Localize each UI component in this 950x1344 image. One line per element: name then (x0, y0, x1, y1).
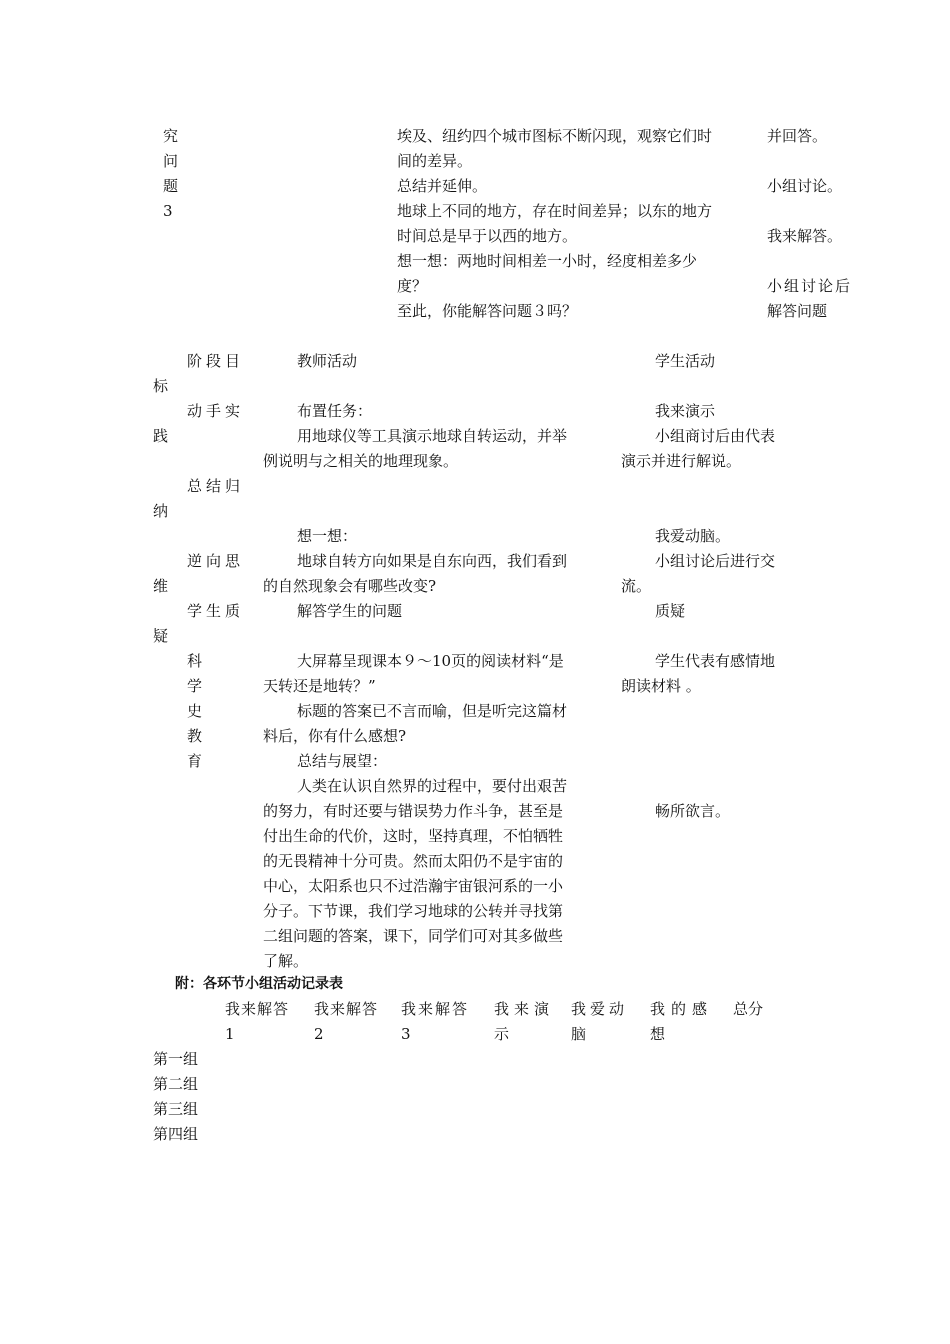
student-line: 我爱动脑。 (655, 527, 731, 545)
column-header: 我来演 (494, 1000, 555, 1018)
teacher-line: 付出生命的代价，这时，坚持真理，不怕牺牲 (263, 827, 564, 845)
teacher-line: 标题的答案已不言而喻，但是听完这篇材 (297, 702, 568, 720)
column-header-cont: 3 (401, 1025, 411, 1043)
student-line: 我来演示 (655, 402, 716, 420)
teacher-line: 布置任务： (297, 402, 373, 420)
stage-char: 教 (187, 727, 203, 745)
teacher-line: 度？ (397, 277, 428, 295)
group-label: 第一组 (153, 1050, 199, 1068)
stage-char: 题 (163, 177, 179, 195)
stage-label-cont: 维 (153, 577, 169, 595)
stage-char: 3 (163, 202, 173, 220)
student-line: 我来解答。 (767, 227, 843, 245)
stage-char: 究 (163, 127, 179, 145)
stage-label-cont: 纳 (153, 502, 169, 520)
teacher-line: 了解。 (263, 952, 309, 970)
column-header-cont: 脑 (571, 1025, 587, 1043)
stage-label: 动手实 (187, 402, 245, 420)
column-header: 我来解答 (314, 1000, 379, 1018)
stage-label: 总结归 (187, 477, 245, 495)
student-line: 畅所欲言。 (655, 802, 731, 820)
teacher-line: 分子。下节课，我们学习地球的公转并寻找第 (263, 902, 564, 920)
teacher-line: 想一想：两地时间相差一小时，经度相差多少 (397, 252, 698, 270)
header-student: 学生活动 (655, 352, 716, 370)
teacher-line: 时间总是早于以西的地方。 (397, 227, 578, 245)
teacher-line: 用地球仪等工具演示地球自转运动，并举 (297, 427, 568, 445)
teacher-line: 至此，你能解答问题３吗？ (397, 302, 578, 320)
group-label: 第三组 (153, 1100, 199, 1118)
teacher-line: 解答学生的问题 (297, 602, 403, 620)
teacher-line: 的努力，有时还要与错误势力作斗争，甚至是 (263, 802, 564, 820)
stage-char: 学 (187, 677, 203, 695)
stage-label: 逆向思 (187, 552, 245, 570)
appendix-title: 附：各环节小组活动记录表 (175, 976, 343, 992)
teacher-line: 的自然现象会有哪些改变? (263, 577, 437, 595)
column-header: 我来解答 (225, 1000, 290, 1018)
column-header: 总分 (733, 1000, 764, 1018)
teacher-line: 地球自转方向如果是自东向西，我们看到 (297, 552, 568, 570)
teacher-line: 想一想： (297, 527, 358, 545)
group-label: 第二组 (153, 1075, 199, 1093)
teacher-line: 二组问题的答案，课下，同学们可对其多做些 (263, 927, 564, 945)
student-line: 解答问题 (767, 302, 828, 320)
column-header-cont: 示 (494, 1025, 510, 1043)
student-line: 演示并进行解说。 (621, 452, 742, 470)
teacher-line: 总结与展望： (297, 752, 388, 770)
student-line: 小组讨论。 (767, 177, 843, 195)
column-header: 我的感 (650, 1000, 714, 1018)
stage-char: 育 (187, 752, 203, 770)
teacher-line: 总结并延伸。 (397, 177, 488, 195)
teacher-line: 的无畏精神十分可贵。然而太阳仍不是宇宙的 (263, 852, 564, 870)
stage-label-cont: 践 (153, 427, 169, 445)
teacher-line: 例说明与之相关的地理现象。 (263, 452, 459, 470)
teacher-line: 天转还是地转？” (263, 677, 376, 695)
column-header-cont: 2 (314, 1025, 324, 1043)
teacher-line: 大屏幕呈现课本９～10页的阅读材料“是 (297, 652, 564, 670)
student-line: 并回答。 (767, 127, 828, 145)
student-line: 小组讨论后 (767, 277, 853, 295)
student-line: 流。 (621, 577, 652, 595)
stage-label: 学生质 (187, 602, 245, 620)
column-header-cont: 想 (650, 1025, 666, 1043)
header-stage: 阶段目 (187, 352, 245, 370)
teacher-line: 埃及、纽约四个城市图标不断闪现，观察它们时 (397, 127, 713, 145)
student-line: 小组商讨后由代表 (655, 427, 776, 445)
stage-label-cont: 疑 (153, 627, 169, 645)
teacher-line: 间的差异。 (397, 152, 473, 170)
student-line: 质疑 (655, 602, 686, 620)
header-teacher: 教师活动 (297, 352, 358, 370)
column-header-cont: 1 (225, 1025, 235, 1043)
teacher-line: 地球上不同的地方，存在时间差异；以东的地方 (397, 202, 713, 220)
stage-char: 史 (187, 702, 203, 720)
student-line: 学生代表有感情地 (655, 652, 776, 670)
stage-char: 科 (187, 652, 203, 670)
teacher-line: 中心，太阳系也只不过浩瀚宇宙银河系的一小 (263, 877, 564, 895)
stage-char: 问 (163, 152, 179, 170)
column-header: 我来解答 (401, 1000, 470, 1018)
column-header: 我爱动 (571, 1000, 629, 1018)
student-line: 朗读材料 。 (621, 677, 701, 695)
teacher-line: 人类在认识自然界的过程中，要付出艰苦 (297, 777, 568, 795)
group-label: 第四组 (153, 1125, 199, 1143)
teacher-line: 料后，你有什么感想? (263, 727, 407, 745)
header-stage-cont: 标 (153, 377, 169, 395)
student-line: 小组讨论后进行交 (655, 552, 776, 570)
